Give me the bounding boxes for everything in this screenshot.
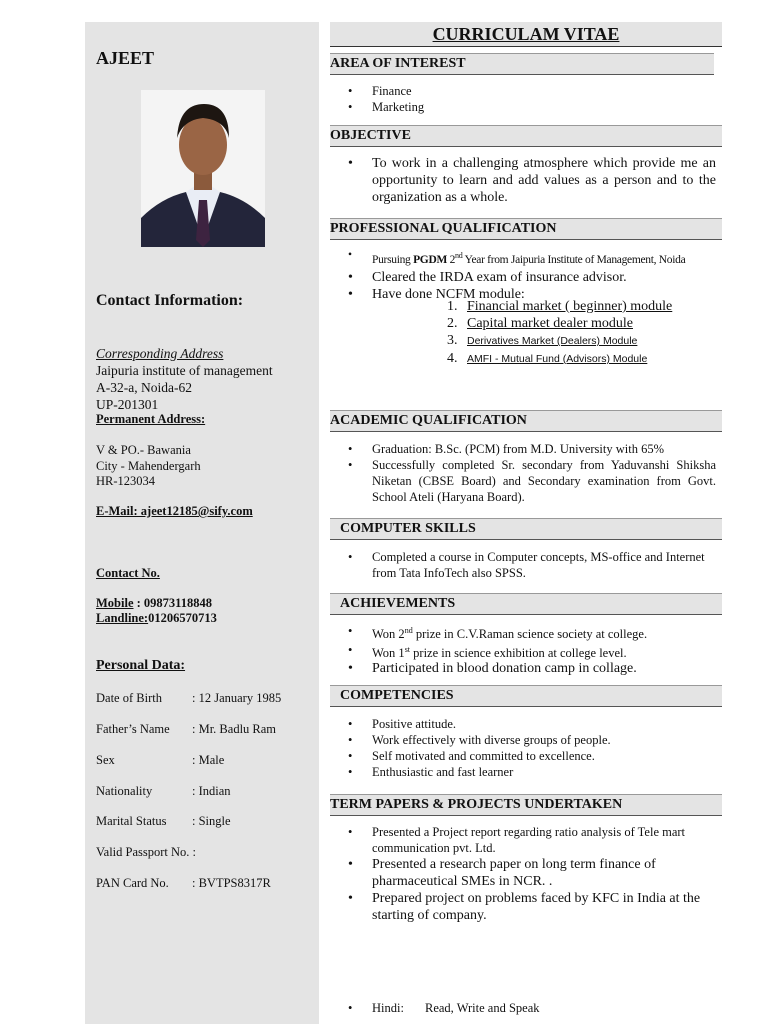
list-item: • Cleared the IRDA exam of insurance advisor. xyxy=(348,269,716,286)
personal-row xyxy=(96,722,276,737)
personal-value: : 12 January 1985 xyxy=(192,691,282,705)
module-text: AMFI - Mutual Fund (Advisors) Module xyxy=(467,353,648,365)
module-number: 2. xyxy=(447,316,458,331)
module-item xyxy=(447,350,672,368)
address-line: A-32-a, Noida-62 xyxy=(96,380,192,395)
section-heading-text: OBJECTIVE xyxy=(330,128,411,143)
computer-skills-list xyxy=(348,549,716,581)
permanent-address xyxy=(96,443,201,490)
module-text: Financial market ( beginner) module xyxy=(467,299,673,314)
personal-key: PAN Card No. xyxy=(96,876,169,890)
contact-no-label: Contact No. xyxy=(96,566,160,580)
objective-text: • To work in a challenging atmosphere which provide me an opportunity to learn and add values as a person and to the organization as a whole. xyxy=(348,155,716,206)
list-item: • Self motivated and committed to excellence. xyxy=(348,748,716,764)
list-item xyxy=(348,1000,716,1016)
language-name: Hindi: xyxy=(372,1001,404,1015)
personal-row xyxy=(96,814,231,829)
mobile-number xyxy=(96,596,212,612)
superscript: nd xyxy=(455,251,463,260)
list-item: • Positive attitude. xyxy=(348,716,716,732)
landline-number xyxy=(96,611,217,627)
contact-heading: Contact Information: xyxy=(96,292,244,309)
module-text: Derivatives Market (Dealers) Module xyxy=(467,335,638,347)
list-item: • Finance xyxy=(348,83,716,99)
text: prize in C.V.Raman science society at college. xyxy=(412,627,648,642)
candidate-name: AJEET xyxy=(96,48,155,68)
list-item: • Presented a research paper on long term finance of pharmaceutical SMEs in NCR. . xyxy=(348,856,716,890)
module-item xyxy=(447,332,672,350)
list-item xyxy=(348,623,716,642)
personal-row xyxy=(96,753,224,768)
module-number: 3. xyxy=(447,333,458,348)
section-heading-text: AREA OF INTEREST xyxy=(330,56,466,71)
document-title xyxy=(330,22,722,47)
list-item xyxy=(348,642,716,661)
text: Won 2 xyxy=(372,627,405,642)
section-heading-text: PROFESSIONAL QUALIFICATION xyxy=(330,221,557,236)
text: Year from Jaipuria Institute of Management, Noida xyxy=(462,253,686,266)
term-papers-list xyxy=(348,824,716,924)
list-item: • Participated in blood donation camp in collage. xyxy=(348,661,716,677)
corresponding-address xyxy=(96,345,273,428)
list-item xyxy=(348,247,716,269)
personal-value: : BVTPS8317R xyxy=(192,876,271,890)
personal-key: Date of Birth xyxy=(96,691,162,705)
text-bold: PGDM xyxy=(413,253,448,266)
section-heading-text: COMPETENCIES xyxy=(340,688,454,703)
module-item xyxy=(447,315,672,332)
document-title-text: CURRICULAM VITAE xyxy=(432,24,620,44)
personal-row xyxy=(96,845,196,860)
permanent-address-label: Permanent Address: xyxy=(96,412,206,426)
address-line: V & PO.- Bawania xyxy=(96,443,191,457)
section-heading-text: ACHIEVEMENTS xyxy=(340,596,456,611)
corresponding-address-label: Corresponding Address xyxy=(96,346,224,361)
mobile-value: : 09873118848 xyxy=(133,596,212,610)
list-item: • Prepared project on problems faced by KFC in India at the starting of company. xyxy=(348,890,716,924)
address-line: UP-201301 xyxy=(96,397,159,412)
personal-value: : Single xyxy=(192,814,231,828)
personal-key: Father’s Name xyxy=(96,722,170,736)
profile-photo xyxy=(141,90,265,247)
language-list xyxy=(348,1000,716,1016)
professional-qualification-list xyxy=(348,247,716,303)
text: Pursuing xyxy=(372,253,414,266)
superscript: nd xyxy=(404,626,413,635)
personal-key: Nationality xyxy=(96,784,153,798)
superscript: st xyxy=(404,645,411,655)
personal-key: Marital Status xyxy=(96,814,167,828)
landline-label: Landline: xyxy=(96,611,149,625)
list-item: • Have done NCFM module: xyxy=(348,286,716,303)
list-item: • Successfully completed Sr. secondary from Yaduvanshi Shiksha Niketan (CBSE Board) and Secondary examination from Govt. School Ateli (Haryana Board). xyxy=(348,457,716,505)
text: 2 xyxy=(447,253,456,266)
personal-value: : Mr. Badlu Ram xyxy=(192,722,277,736)
personal-row xyxy=(96,784,231,799)
list-item: • Completed a course in Computer concepts, MS-office and Internet from Tata InfoTech also SPSS. xyxy=(348,549,716,581)
personal-row xyxy=(96,876,271,891)
personal-row xyxy=(96,691,281,706)
list-item: • Graduation: B.Sc. (PCM) from M.D. University with 65% xyxy=(348,441,716,457)
list-item: • Presented a Project report regarding ratio analysis of Tele mart communication pvt. Ltd. xyxy=(348,824,716,856)
section-heading-text: COMPUTER SKILLS xyxy=(340,521,476,536)
module-number: 1. xyxy=(447,299,458,314)
landline-value: 01206570713 xyxy=(148,611,217,625)
address-line: HR-123034 xyxy=(96,474,156,488)
achievements-heading xyxy=(330,593,722,615)
personal-value: : Indian xyxy=(192,784,231,798)
personal-key: Valid Passport No. : xyxy=(96,845,196,859)
list-item: • Marketing xyxy=(348,99,716,115)
mobile-label: Mobile xyxy=(96,596,134,610)
list-item: • Work effectively with diverse groups of people. xyxy=(348,732,716,748)
list-item: • Enthusiastic and fast learner xyxy=(348,764,716,780)
personal-key: Sex xyxy=(96,753,115,767)
language-proficiency: Read, Write and Speak xyxy=(425,1001,540,1015)
area-of-interest-heading xyxy=(330,53,714,75)
module-text: Capital market dealer module xyxy=(467,316,633,331)
objective-heading xyxy=(330,125,722,147)
area-of-interest-list xyxy=(348,83,716,115)
ncfm-modules-list xyxy=(447,298,672,368)
address-line: City - Mahendergarh xyxy=(96,458,201,473)
competencies-heading xyxy=(330,685,722,707)
term-papers-heading xyxy=(330,794,722,816)
section-heading-text: ACADEMIC QUALIFICATION xyxy=(330,413,527,428)
personal-data-heading: Personal Data: xyxy=(96,658,186,673)
personal-value: : Male xyxy=(192,753,225,767)
text: prize in science exhibition at college level. xyxy=(410,646,627,661)
academic-qualification-heading xyxy=(330,410,722,432)
professional-qualification-heading xyxy=(330,218,722,240)
module-item xyxy=(447,298,672,315)
section-heading-text: TERM PAPERS & PROJECTS UNDERTAKEN xyxy=(330,797,623,812)
academic-qualification-list xyxy=(348,441,716,505)
objective-list xyxy=(348,155,716,206)
address-line: Jaipuria institute of management xyxy=(96,363,273,378)
text: Won 1 xyxy=(372,646,405,661)
computer-skills-heading xyxy=(330,518,722,540)
competencies-list xyxy=(348,716,716,780)
module-number: 4. xyxy=(447,351,458,366)
email-address[interactable]: E-Mail: ajeet12185@sify.com xyxy=(96,504,253,518)
achievements-list xyxy=(348,623,716,677)
